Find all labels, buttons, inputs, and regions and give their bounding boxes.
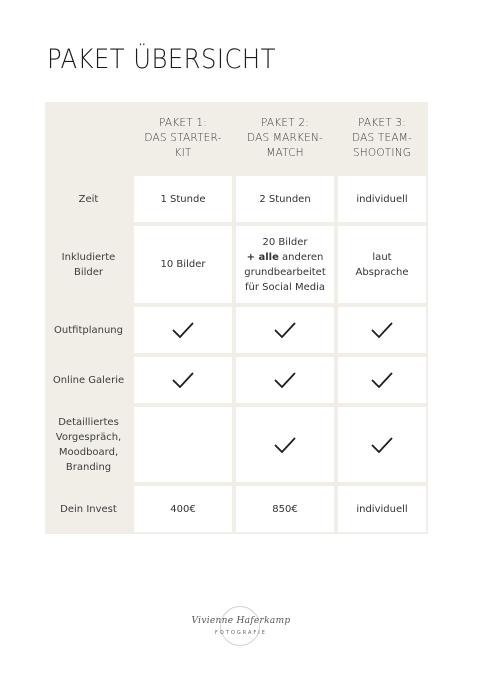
cell-galerie-paket-2 xyxy=(236,357,334,403)
header-paket-3-line1: PAKET 3: xyxy=(358,116,406,129)
header-paket-1-line3: KIT xyxy=(174,146,192,159)
header-paket-2 xyxy=(234,102,336,174)
bilder-paket-2-rest: anderen xyxy=(278,251,324,263)
cell-detail-paket-3 xyxy=(338,407,426,482)
header-paket-3-line3: SHOOTING xyxy=(352,146,412,159)
brand-logo xyxy=(186,606,296,646)
checkmark-icon xyxy=(371,322,393,338)
cell-invest-paket-1: 400€ xyxy=(134,486,232,532)
row-label-outfitplanung: Outfitplanung xyxy=(54,324,123,336)
checkmark-icon xyxy=(371,372,393,388)
header-paket-1 xyxy=(132,102,234,174)
bilder-paket-2-line1: 20 Bilder xyxy=(262,236,308,248)
header-paket-2-line3: MATCH xyxy=(266,146,304,159)
checkmark-icon xyxy=(371,437,393,453)
logo-ring xyxy=(220,606,260,646)
row-label-bilder: Inkludierte Bilder xyxy=(61,251,116,278)
cell-detail-paket-2 xyxy=(236,407,334,482)
logo-subtitle: FOTOGRAFIE xyxy=(215,630,267,636)
cell-bilder-paket-2 xyxy=(236,226,334,303)
header-paket-1-line2: DAS STARTER- xyxy=(144,131,222,144)
cell-zeit-paket-1: 1 Stunde xyxy=(134,176,232,222)
checkmark-icon xyxy=(274,322,296,338)
bilder-paket-2-bold: + alle xyxy=(246,251,279,263)
package-table xyxy=(45,102,428,534)
cell-galerie-paket-1 xyxy=(134,357,232,403)
cell-bilder-paket-3: laut Absprache xyxy=(338,226,426,303)
row-label-detailliertes-vorgespraech: Detailliertes Vorgespräch, Moodboard, Branding xyxy=(55,416,122,473)
checkmark-icon xyxy=(172,322,194,338)
row-label-online-galerie: Online Galerie xyxy=(52,374,125,386)
header-paket-2-line1: PAKET 2: xyxy=(261,116,309,129)
bilder-paket-2-line2 xyxy=(247,250,324,265)
cell-outfit-paket-3 xyxy=(338,307,426,353)
cell-outfit-paket-1 xyxy=(134,307,232,353)
cell-detail-paket-1 xyxy=(134,407,232,482)
header-paket-3 xyxy=(336,102,428,174)
checkmark-icon xyxy=(172,372,194,388)
cell-bilder-paket-1: 10 Bilder xyxy=(134,226,232,303)
logo-script-text: Vivienne Haferkamp xyxy=(191,616,291,626)
cell-zeit-paket-3: individuell xyxy=(338,176,426,222)
page-title: PAKET ÜBERSICHT xyxy=(47,44,276,75)
header-paket-1-line1: PAKET 1: xyxy=(159,116,207,129)
cell-invest-paket-3: individuell xyxy=(338,486,426,532)
row-label-dein-invest: Dein Invest xyxy=(60,503,117,515)
header-empty-cell xyxy=(45,102,132,174)
cell-galerie-paket-3 xyxy=(338,357,426,403)
cell-zeit-paket-2: 2 Stunden xyxy=(236,176,334,222)
header-paket-2-line2: DAS MARKEN- xyxy=(247,131,323,144)
checkmark-icon xyxy=(274,372,296,388)
cell-invest-paket-2: 850€ xyxy=(236,486,334,532)
bilder-paket-2-line4: für Social Media xyxy=(244,281,325,293)
row-label-zeit: Zeit xyxy=(78,193,99,205)
bilder-paket-2-line3: grundbearbeitet xyxy=(244,266,326,278)
cell-outfit-paket-2 xyxy=(236,307,334,353)
checkmark-icon xyxy=(274,437,296,453)
header-paket-3-line2: DAS TEAM- xyxy=(352,131,412,144)
